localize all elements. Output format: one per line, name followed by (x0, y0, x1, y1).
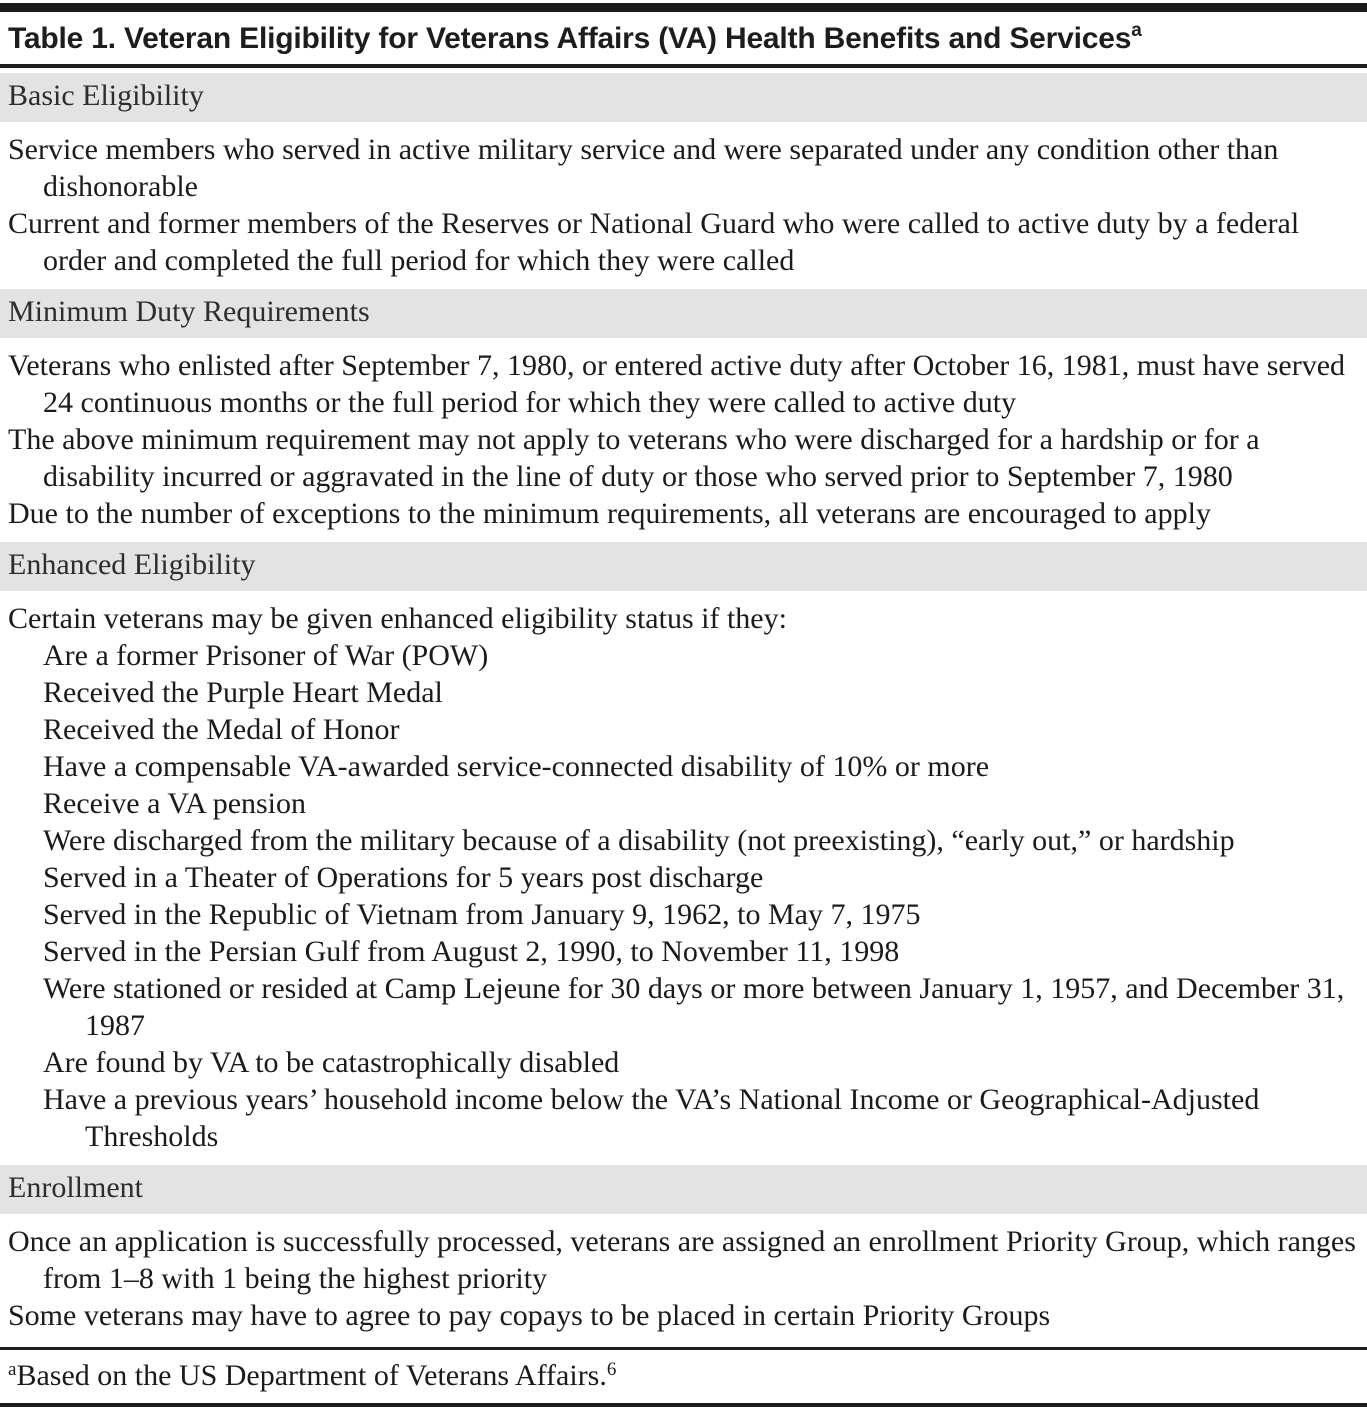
table-row: Service members who served in active military service and were separated under any condition other than dishonorable (8, 133, 1279, 203)
table-row: The above minimum requirement may not apply to veterans who were discharged for a hardship or for a disability incurred or aggravated in the line of duty or those who served prior to September 7, 1980 (8, 423, 1260, 493)
section-body-enhanced-eligibility (0, 591, 1367, 1165)
section-enhanced-eligibility (0, 542, 1367, 1165)
title-footnote-marker: a (1131, 20, 1142, 41)
section-enrollment (0, 1165, 1367, 1344)
table-row: Received the Purple Heart Medal (43, 676, 443, 709)
section-header-basic-eligibility: Basic Eligibility (0, 73, 1367, 122)
footnote-text: Based on the US Department of Veterans Affairs. (16, 1359, 607, 1392)
table-bottom-border (0, 1403, 1367, 1407)
section-body-minimum-duty-requirements (0, 338, 1367, 542)
table-row: Served in the Persian Gulf from August 2, 1990, to November 11, 1998 (43, 935, 900, 968)
table-row: Once an application is successfully processed, veterans are assigned an enrollment Priority Group, which ranges from 1–8 with 1 being the highest priority (8, 1225, 1356, 1295)
table-row: Due to the number of exceptions to the minimum requirements, all veterans are encouraged to apply (8, 497, 1211, 530)
section-header-enrollment: Enrollment (0, 1165, 1367, 1214)
section-basic-eligibility (0, 73, 1367, 289)
title-divider (0, 64, 1367, 68)
table-1-veteran-eligibility (0, 3, 1367, 1407)
table-row: Were discharged from the military because of a disability (not preexisting), “early out,” or hardship (43, 824, 1235, 857)
table-row: Current and former members of the Reserves or National Guard who were called to active duty by a federal order and completed the full period for which they were called (8, 207, 1300, 277)
table-title-text: Table 1. Veteran Eligibility for Veterans Affairs (VA) Health Benefits and Services (8, 22, 1132, 55)
table-row: Were stationed or resided at Camp Lejeune for 30 days or more between January 1, 1957, and December 31, 1987 (43, 972, 1345, 1042)
section-body-enrollment (0, 1214, 1367, 1344)
table-row: Certain veterans may be given enhanced eligibility status if they: (8, 602, 787, 635)
table-top-border (0, 3, 1367, 12)
footnote-reference-number: 6 (606, 1359, 617, 1380)
table-row: Have a previous years’ household income below the VA’s National Income or Geographical-Adjusted Thresholds (43, 1083, 1260, 1153)
table-title (0, 12, 1367, 64)
table-footnote (0, 1350, 1367, 1403)
table-row: Are found by VA to be catastrophically disabled (43, 1046, 620, 1079)
table-row: Receive a VA pension (43, 787, 307, 820)
table-row: Some veterans may have to agree to pay copays to be placed in certain Priority Groups (8, 1299, 1051, 1332)
table-row: Received the Medal of Honor (43, 713, 400, 746)
table-row: Served in the Republic of Vietnam from January 9, 1962, to May 7, 1975 (43, 898, 921, 931)
footnote-marker: a (8, 1359, 17, 1380)
section-header-minimum-duty-requirements: Minimum Duty Requirements (0, 289, 1367, 338)
section-header-enhanced-eligibility: Enhanced Eligibility (0, 542, 1367, 591)
section-body-basic-eligibility (0, 122, 1367, 289)
table-row: Served in a Theater of Operations for 5 years post discharge (43, 861, 764, 894)
table-row: Veterans who enlisted after September 7, 1980, or entered active duty after October 16, 1981, must have served 24 continuous months or the full period for which they were called to active duty (8, 349, 1346, 419)
table-row: Are a former Prisoner of War (POW) (43, 639, 489, 672)
table-row: Have a compensable VA-awarded service-connected disability of 10% or more (43, 750, 990, 783)
section-minimum-duty-requirements (0, 289, 1367, 542)
